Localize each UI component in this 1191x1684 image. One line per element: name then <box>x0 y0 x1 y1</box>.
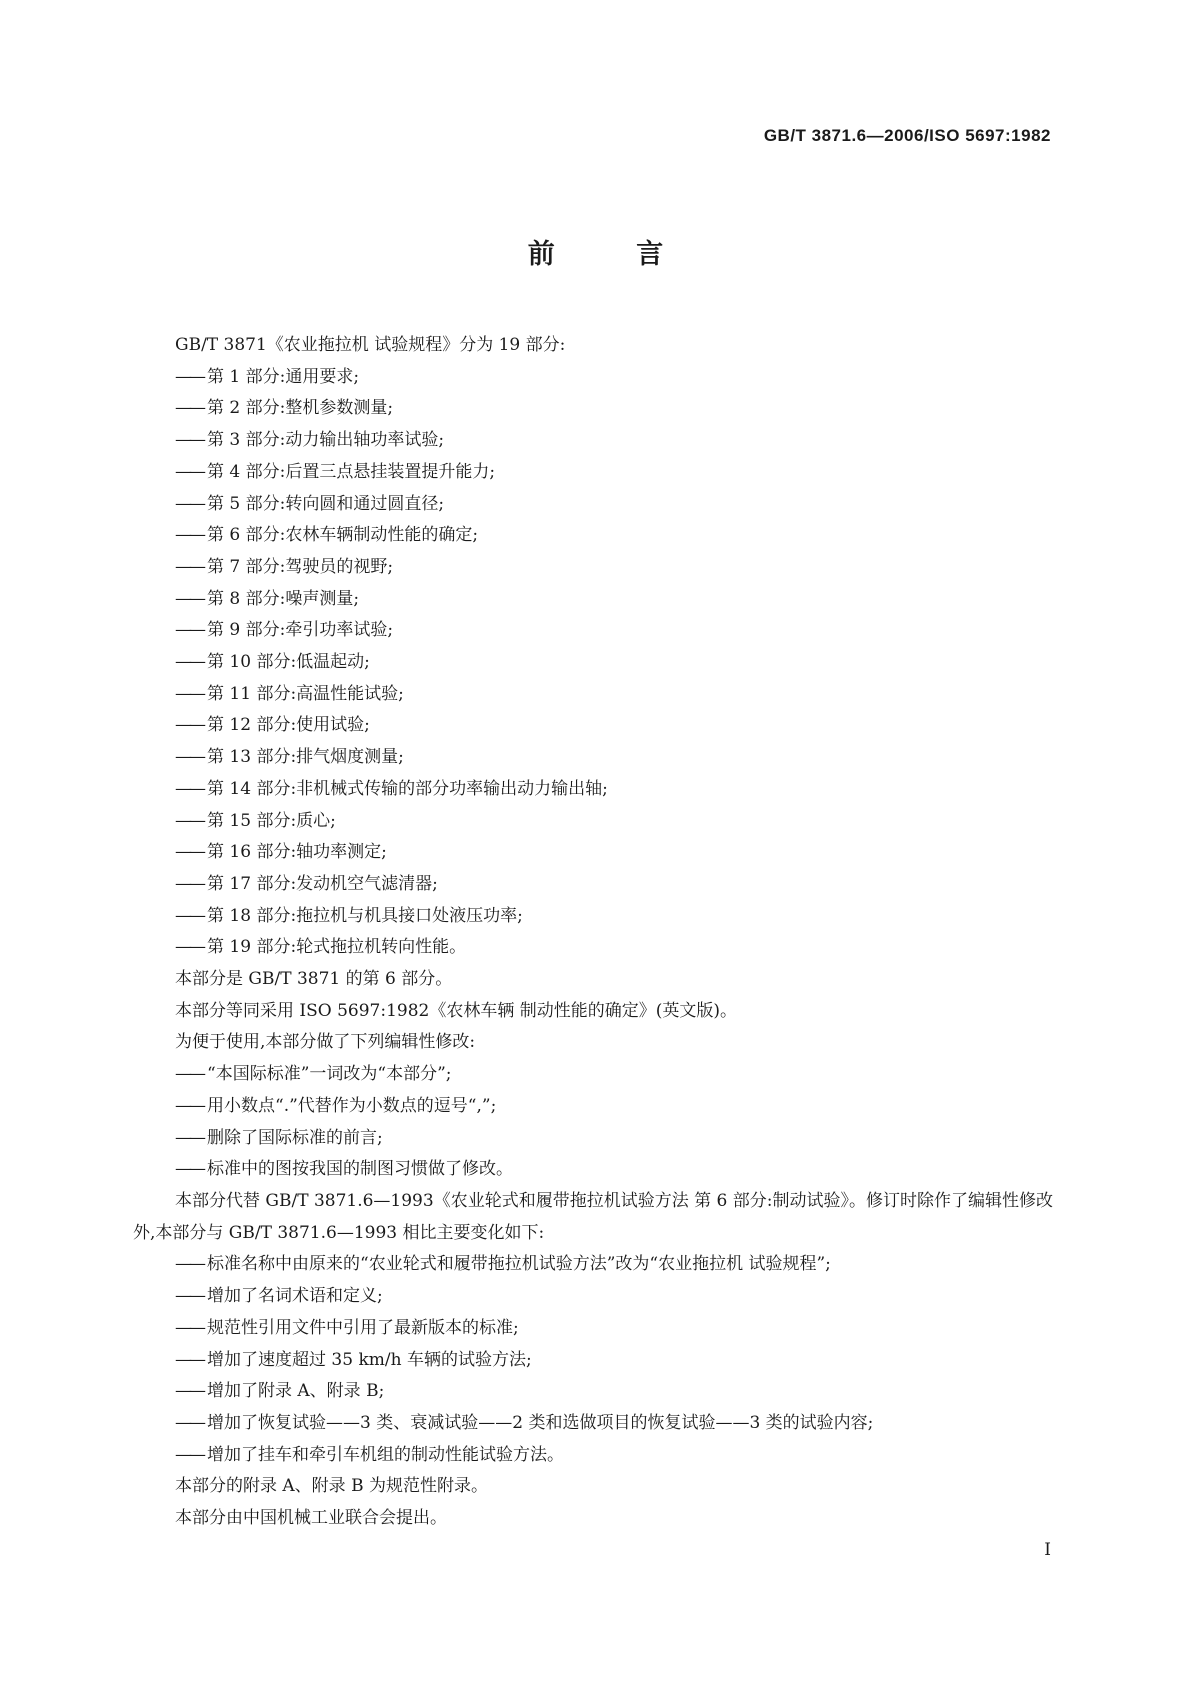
list-item: —— 第 1 部分:通用要求; <box>133 362 1063 394</box>
list-item: —— 第 16 部分:轴功率测定; <box>133 837 1063 869</box>
parts-list <box>133 362 1063 964</box>
list-item: —— 第 18 部分:拖拉机与机具接口处液压功率; <box>133 901 1063 933</box>
list-item: —— 第 2 部分:整机参数测量; <box>133 393 1063 425</box>
list-item: —— 标准中的图按我国的制图习惯做了修改。 <box>133 1154 1063 1186</box>
list-item: —— 增加了速度超过 35 km/h 车辆的试验方法; <box>133 1345 1063 1377</box>
standard-code-header: GB/T 3871.6—2006/ISO 5697:1982 <box>763 126 1051 145</box>
edits-list <box>133 1059 1063 1186</box>
list-item: —— 第 5 部分:转向圆和通过圆直径; <box>133 489 1063 521</box>
list-item: —— 删除了国际标准的前言; <box>133 1123 1063 1155</box>
list-item: —— 第 14 部分:非机械式传输的部分功率输出动力输出轴; <box>133 774 1063 806</box>
list-item: —— 增加了名词术语和定义; <box>133 1281 1063 1313</box>
list-item: —— 第 6 部分:农林车辆制动性能的确定; <box>133 520 1063 552</box>
edits-intro-paragraph: 为便于使用,本部分做了下列编辑性修改: <box>175 1032 476 1053</box>
list-item: —— 第 12 部分:使用试验; <box>133 710 1063 742</box>
replacement-paragraph: 本部分代替 GB/T 3871.6—1993《农业轮式和履带拖拉机试验方法 第 6 部分:制动试验》。修订时除作了编辑性修改外,本部分与 GB/T 3871.6—1993 相比主要变化如下: <box>133 1190 1053 1243</box>
adoption-paragraph: 本部分等同采用 ISO 5697:1982《农林车辆 制动性能的确定》(英文版)。 <box>175 1000 738 1021</box>
part-of-paragraph: 本部分是 GB/T 3871 的第 6 部分。 <box>175 969 453 990</box>
list-item: —— 第 7 部分:驾驶员的视野; <box>133 552 1063 584</box>
foreword-body <box>133 330 1063 1535</box>
list-item: —— 第 3 部分:动力输出轴功率试验; <box>133 425 1063 457</box>
list-item: —— 第 13 部分:排气烟度测量; <box>133 742 1063 774</box>
list-item: —— 增加了恢复试验——3 类、衰减试验——2 类和选做项目的恢复试验——3 类的试验内容; <box>133 1408 1063 1440</box>
list-item: —— 第 11 部分:高温性能试验; <box>133 679 1063 711</box>
page-title: 前 言 <box>527 239 700 270</box>
list-item: —— 增加了挂车和牵引车机组的制动性能试验方法。 <box>133 1440 1063 1472</box>
list-item: —— “本国际标准”一词改为“本部分”; <box>133 1059 1063 1091</box>
intro-paragraph: GB/T 3871《农业拖拉机 试验规程》分为 19 部分: <box>175 335 566 355</box>
proposed-by-paragraph: 本部分由中国机械工业联合会提出。 <box>175 1508 447 1529</box>
list-item: —— 标准名称中由原来的“农业轮式和履带拖拉机试验方法”改为“农业拖拉机 试验规程”; <box>133 1249 1063 1281</box>
list-item: —— 第 10 部分:低温起动; <box>133 647 1063 679</box>
annex-paragraph: 本部分的附录 A、附录 B 为规范性附录。 <box>175 1476 488 1497</box>
page-number: I <box>1044 1540 1051 1560</box>
list-item: —— 第 4 部分:后置三点悬挂装置提升能力; <box>133 457 1063 489</box>
list-item: —— 第 15 部分:质心; <box>133 806 1063 838</box>
list-item: —— 增加了附录 A、附录 B; <box>133 1376 1063 1408</box>
list-item: —— 第 17 部分:发动机空气滤清器; <box>133 869 1063 901</box>
list-item: —— 第 19 部分:轮式拖拉机转向性能。 <box>133 932 1063 964</box>
list-item: —— 用小数点“.”代替作为小数点的逗号“,”; <box>133 1091 1063 1123</box>
list-item: —— 第 9 部分:牵引功率试验; <box>133 615 1063 647</box>
list-item: —— 第 8 部分:噪声测量; <box>133 584 1063 616</box>
changes-list <box>133 1249 1063 1471</box>
list-item: —— 规范性引用文件中引用了最新版本的标准; <box>133 1313 1063 1345</box>
